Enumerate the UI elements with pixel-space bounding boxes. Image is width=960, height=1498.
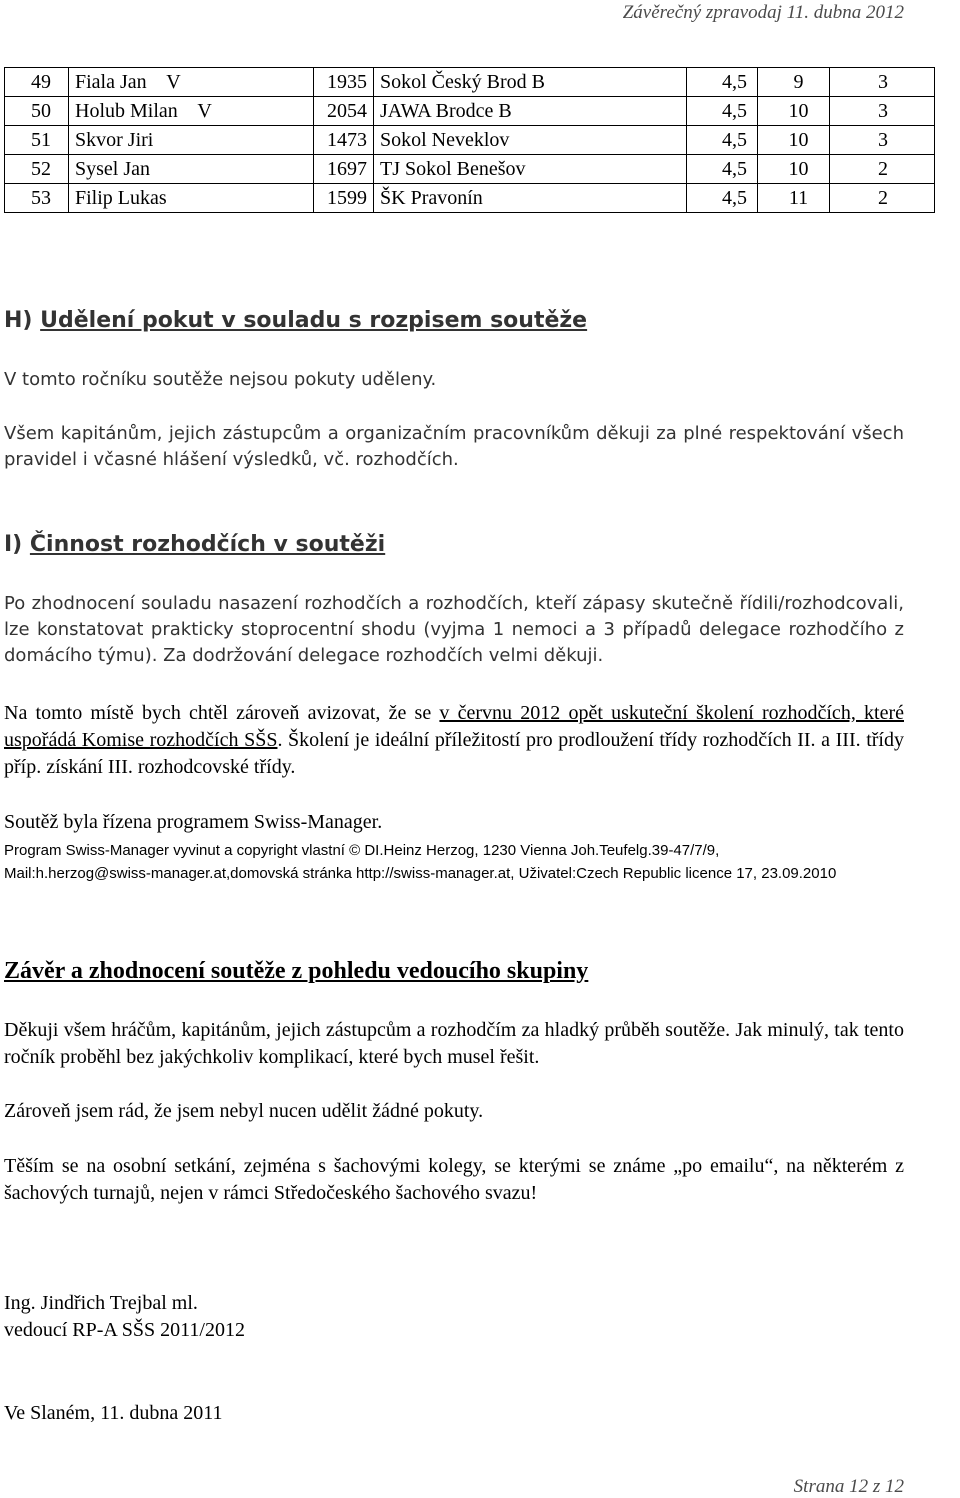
section-i-p2-text: Na tomto místě bych chtěl zároveň avizovat, že se <box>4 702 440 724</box>
section-h-p2: Všem kapitánům, jejich zástupcům a organizačním pracovníkům děkuji za plné respektování všech pravidel i včasné hlášení výsledků, vč. rozhodčích. <box>4 423 904 470</box>
table-cell: Holub Milan V <box>69 97 314 126</box>
section-h-title: Udělení pokut v souladu s rozpisem soutěže <box>40 308 588 333</box>
table-cell: 1599 <box>314 184 374 213</box>
section-i-p4: Program Swiss-Manager vyvinut a copyright vlastní © DI.Heinz Herzog, 1230 Vienna Joh.Teufelg.39-47/7/9, <box>4 842 720 859</box>
table-cell: 3 <box>830 126 935 155</box>
table-row <box>5 184 935 213</box>
section-i-prefix: I) <box>4 532 30 557</box>
section-i-p5: Mail:h.herzog@swiss-manager.at,domovská stránka http://swiss-manager.at, Uživatel:Czech Republic licence 17, 23.09.2010 <box>4 865 837 882</box>
table-cell: 1473 <box>314 126 374 155</box>
table-cell: 49 <box>5 68 69 97</box>
table-cell: 50 <box>5 97 69 126</box>
section-h-prefix: H) <box>4 308 41 333</box>
table-cell: 4,5 <box>687 97 758 126</box>
section-i-heading <box>4 532 904 557</box>
section-h-p1: V tomto ročníku soutěže nejsou pokuty uděleny. <box>4 369 437 390</box>
table-cell: 52 <box>5 155 69 184</box>
table-cell: ŠK Pravonín <box>374 184 687 213</box>
table-cell: Sokol Neveklov <box>374 126 687 155</box>
section-i-p1 <box>4 591 904 669</box>
table-cell: 10 <box>758 126 830 155</box>
table-row <box>5 97 935 126</box>
table-cell: 4,5 <box>687 126 758 155</box>
table-row <box>5 126 935 155</box>
table-cell: Sysel Jan <box>69 155 314 184</box>
section-h-heading <box>4 308 904 333</box>
section-i-p2-rest: . Školení je ideální příležitostí pro prodloužení třídy rozhodčích II. a III. třídy příp. získání III. rozhodcovské třídy. <box>4 729 904 778</box>
section-i-p1-text: Po zhodnocení souladu nasazení rozhodčích a rozhodčích, kteří zápasy skutečně řídili/rozhodcovali, lze konstatovat prakticky stoprocentní shodu (vyjma 1 nemoci a 3 případů delegace rozhodčího z domácího týmu). <box>4 593 904 666</box>
table-cell: 53 <box>5 184 69 213</box>
table-row <box>5 68 935 97</box>
table-cell: 3 <box>830 97 935 126</box>
table-row <box>5 155 935 184</box>
signature-name: Ing. Jindřich Trejbal ml. <box>4 1292 198 1314</box>
table-cell: 11 <box>758 184 830 213</box>
conclusion-title: Závěr a zhodnocení soutěže z pohledu vedoucího skupiny <box>4 958 589 984</box>
table-cell: 4,5 <box>687 68 758 97</box>
table-cell: 4,5 <box>687 184 758 213</box>
section-i-p2-underlined: v červnu 2012 opět uskuteční školení rozhodčích, které uspořádá Komise rozhodčích SŠS <box>4 702 904 751</box>
table-cell: Filip Lukas <box>69 184 314 213</box>
section-i-p2 <box>4 700 904 781</box>
table-cell: 9 <box>758 68 830 97</box>
table-cell: 10 <box>758 155 830 184</box>
conclusion-p2: Zároveň jsem rád, že jsem nebyl nucen udělit žádné pokuty. <box>4 1100 484 1122</box>
section-i-p3: Soutěž byla řízena programem Swiss-Manager. <box>4 811 383 833</box>
signature-role: vedoucí RP-A SŠS 2011/2012 <box>4 1319 245 1341</box>
table-cell: Fiala Jan V <box>69 68 314 97</box>
place-date: Ve Slaném, 11. dubna 2011 <box>4 1402 223 1424</box>
table-cell: 2054 <box>314 97 374 126</box>
conclusion-p3: Těším se na osobní setkání, zejména s šachovými kolegy, se kterými se známe „po emailu“, na některém z šachových turnajů, nejen v rámci Středočeského šachového svazu! <box>4 1155 904 1204</box>
table-cell: 10 <box>758 97 830 126</box>
table-cell: 4,5 <box>687 155 758 184</box>
table-cell: 1935 <box>314 68 374 97</box>
section-i-title: Činnost rozhodčích v soutěži <box>29 532 386 557</box>
table-cell: Skvor Jiri <box>69 126 314 155</box>
results-table <box>4 67 935 213</box>
table-cell: Sokol Český Brod B <box>374 68 687 97</box>
table-cell: 2 <box>830 184 935 213</box>
table-cell: 1697 <box>314 155 374 184</box>
section-i-p1-thanks: Za dodržování delegace rozhodčích velmi děkuji. <box>157 645 604 666</box>
table-cell: 3 <box>830 68 935 97</box>
page-header: Závěrečný zpravodaj 11. dubna 2012 <box>622 2 904 23</box>
table-cell: TJ Sokol Benešov <box>374 155 687 184</box>
table-cell: 2 <box>830 155 935 184</box>
page-footer: Strana 12 z 12 <box>793 1476 904 1497</box>
table-cell: 51 <box>5 126 69 155</box>
conclusion-p1: Děkuji všem hráčům, kapitánům, jejich zástupcům a rozhodčím za hladký průběh soutěže. Jak minulý, tak tento ročník proběhl bez jakýchkoliv komplikací, které bych musel řešit. <box>4 1019 904 1068</box>
table-cell: JAWA Brodce B <box>374 97 687 126</box>
